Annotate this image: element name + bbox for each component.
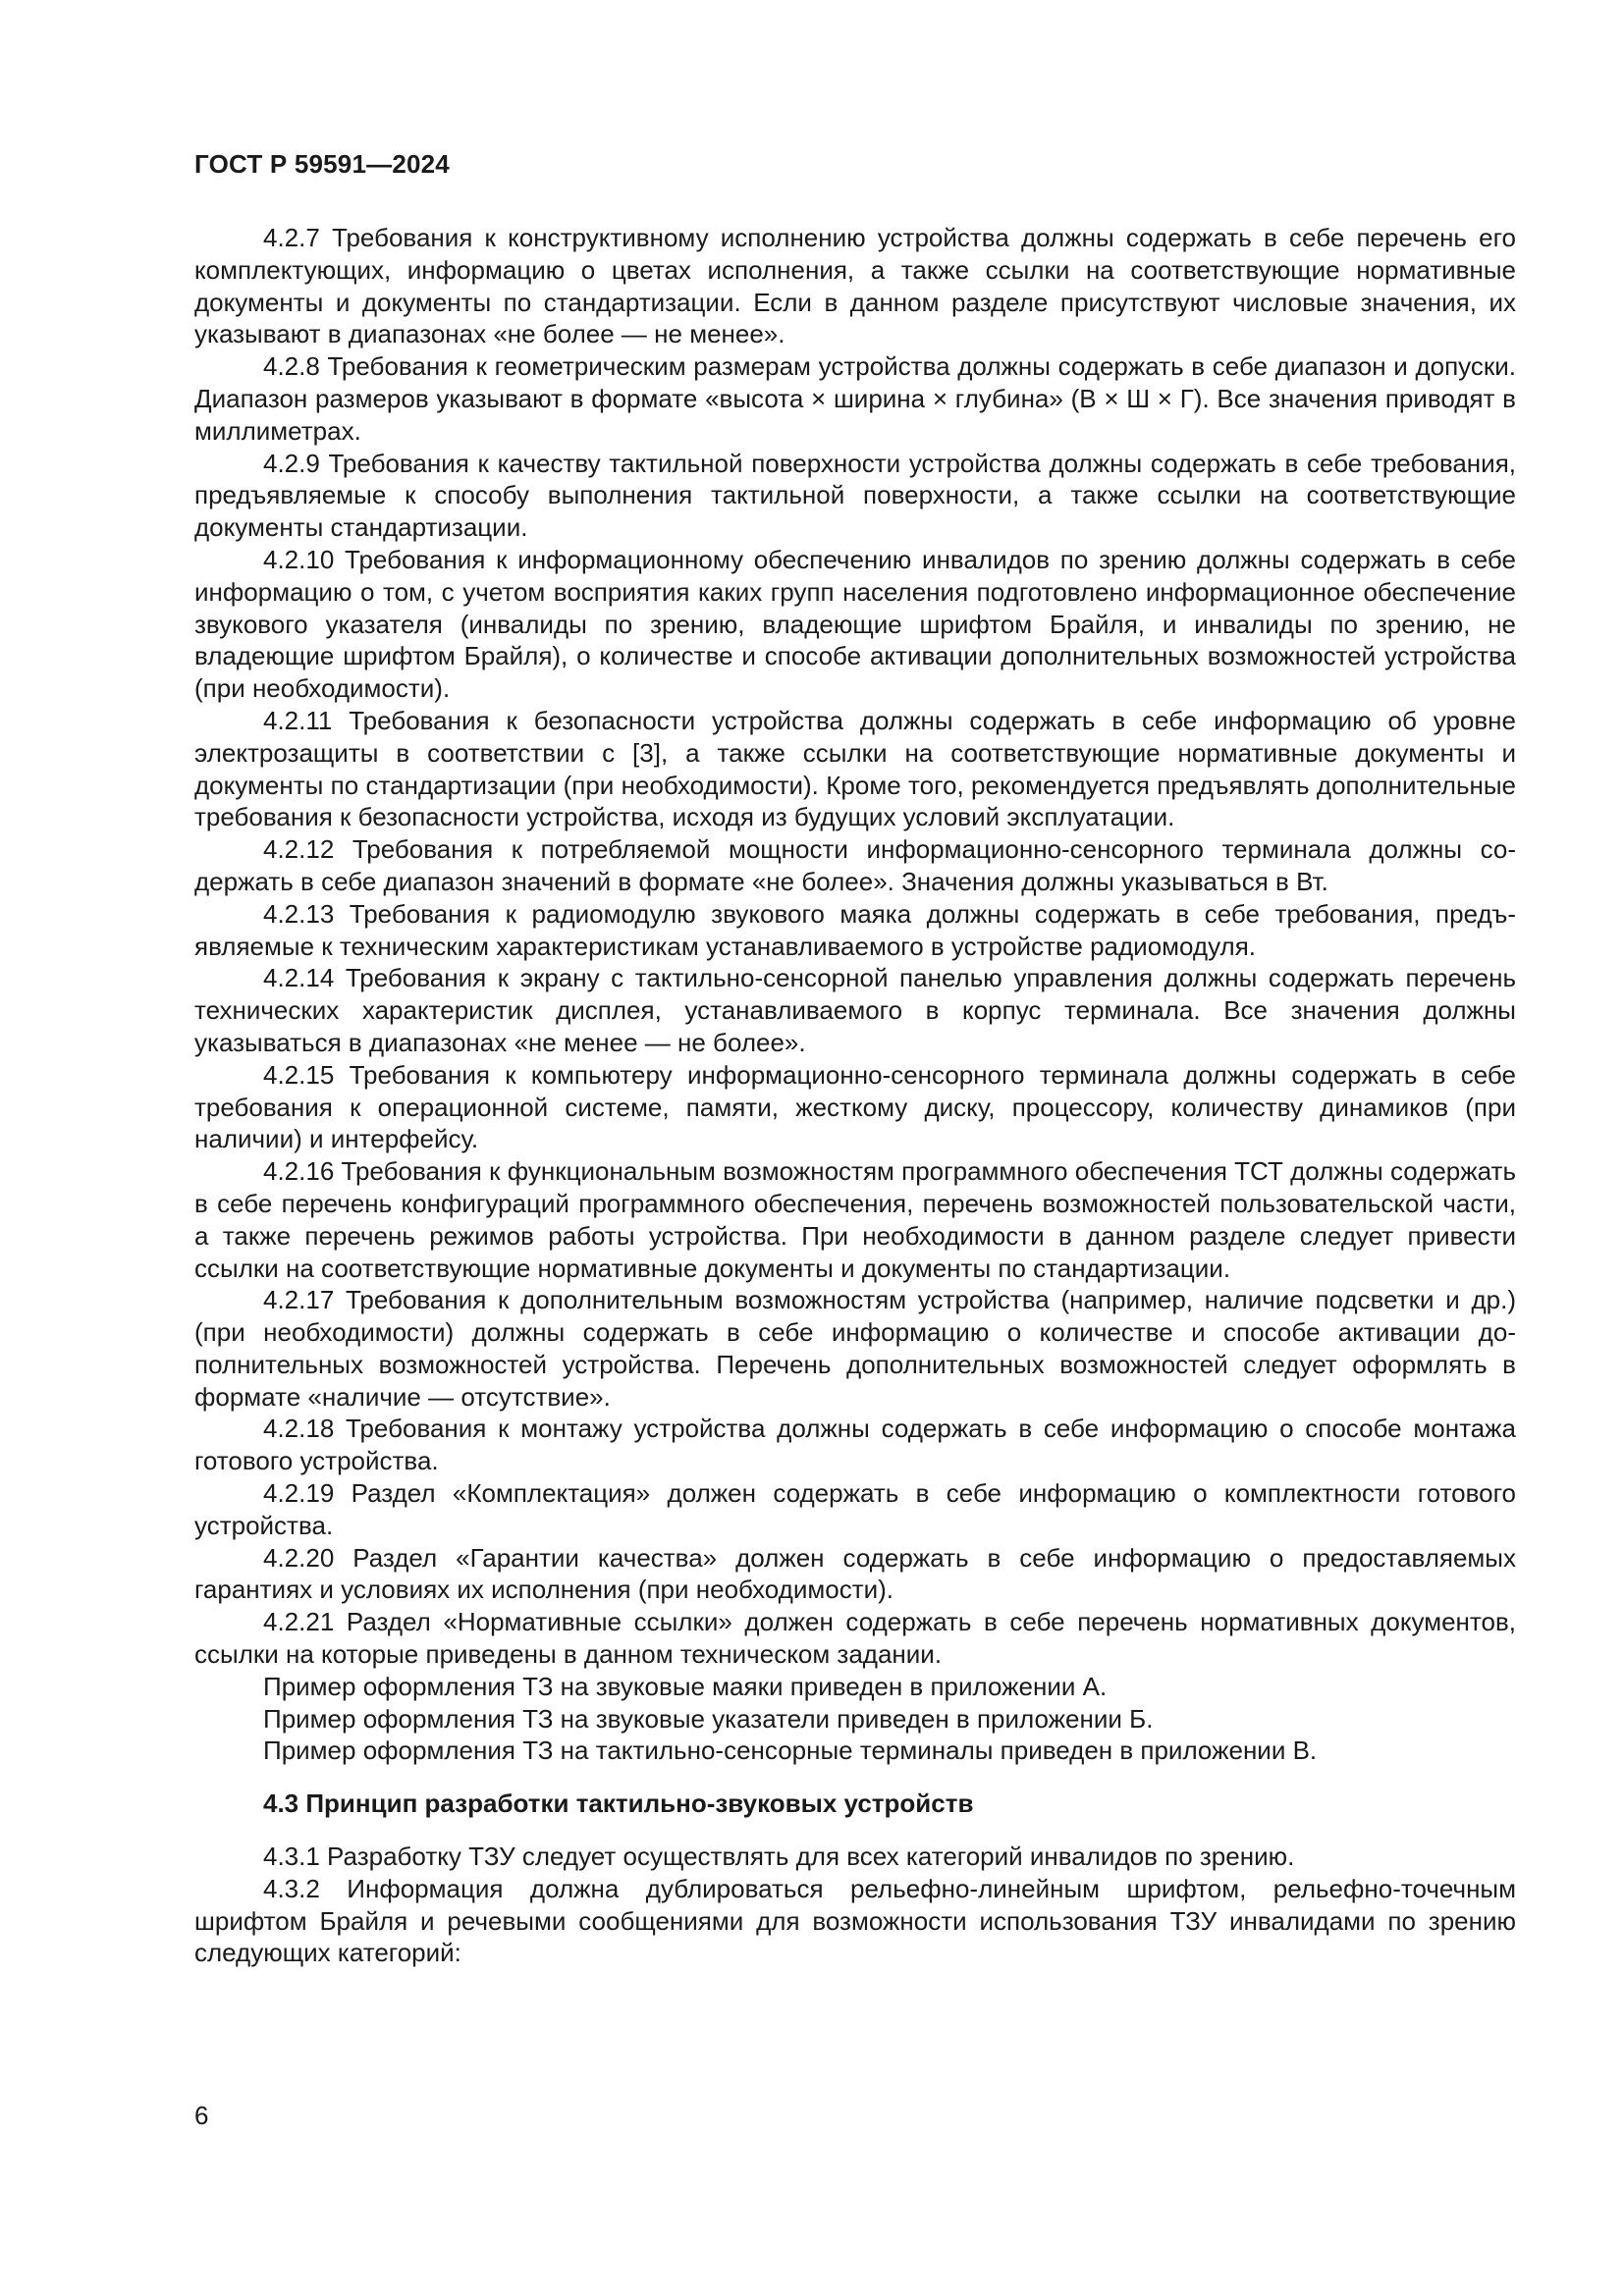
- clause-4-2-14: 4.2.14 Требования к экрану с тактильно-сенсорной панелью управления должны содержать перечень технических характеристик дисплея, устанавливаемого в корпус терминала. Все значения должны указываться в диапазонах «не менее — не более».: [194, 963, 1516, 1057]
- clause-4-3-2: 4.3.2 Информация должна дублироваться рельефно-линейным шрифтом, рельефно-точечным шрифтом Брайля и речевыми сообщениями для возможности использования ТЗУ инвалидами по зрению следующих категорий:: [194, 1873, 1516, 1968]
- clause-4-2-15: 4.2.15 Требования к компьютеру информационно-сенсорного терминала должны содержать в себе требования к операционной системе, памяти, жесткому диску, процессору, количеству динамиков (при наличии) и интерфейсу.: [194, 1059, 1516, 1154]
- example-appendix-a: Пример оформления ТЗ на звуковые маяки приведен в приложении А.: [263, 1671, 1108, 1701]
- clause-4-2-9: 4.2.9 Требования к качеству тактильной поверхности устройства должны содержать в себе требования, предъявляемые к способу выполнения тактильной поверхности, а также ссылки на соответствующие документы стандартизации.: [194, 448, 1516, 543]
- clause-4-2-12: 4.2.12 Требования к потребляемой мощности информационно-сенсорного терминала должны содержать в себе диапазон значений в формате «не более». Значения должны указываться в Вт.: [194, 834, 1516, 896]
- clause-4-3-1: 4.3.1 Разработку ТЗУ следует осуществлять для всех категорий инвалидов по зрению.: [263, 1842, 1295, 1872]
- clause-4-2-11: 4.2.11 Требования к безопасности устройства должны содержать в себе информацию об уровне электрозащиты в соответствии с [3], а также ссылки на соответствующие нормативные документы и документы по стандартизации (при необходимости). Кроме того, рекомендуется предъявлять дополнительные требования к безопасности устройства, исходя из будущих условий эксплуатации.: [194, 705, 1516, 832]
- page-number: 6: [194, 2101, 209, 2130]
- clause-4-2-7: 4.2.7 Требования к конструктивному исполнению устройства должны содержать в себе перечень его комплектующих, информацию о цветах исполнения, а также ссылки на соответствующие нормативные документы и документы по стандартизации. Если в данном разделе присутствуют числовые значения, их указывают в диапазонах «не более — не менее».: [194, 223, 1516, 349]
- example-appendix-v: Пример оформления ТЗ на тактильно-сенсорные терминалы приведен в приложении В.: [263, 1735, 1318, 1766]
- clause-4-2-13: 4.2.13 Требования к радиомодулю звукового маяка должны содержать в себе требования, предъявляемые к техническим характеристикам устанавливаемого в устройстве радиомодуля.: [194, 898, 1516, 961]
- document-header: ГОСТ Р 59591—2024: [194, 149, 450, 179]
- clause-4-2-16: 4.2.16 Требования к функциональным возможностям программного обеспечения ТСТ должны содержать в себе перечень конфигураций программного обеспечения, перечень возможностей пользовательской части, а также перечень режимов работы устройства. При необходимости в данном разделе следует привести ссылки на соответствующие нормативные документы и документы по стандартизации.: [194, 1156, 1516, 1283]
- clause-4-2-19: 4.2.19 Раздел «Комплектация» должен содержать в себе информацию о комплектности готового устройства.: [194, 1478, 1516, 1540]
- section-heading-4-3: 4.3 Принцип разработки тактильно-звуковых устройств: [263, 1789, 974, 1819]
- clause-4-2-20: 4.2.20 Раздел «Гарантии качества» должен содержать в себе информацию о предоставляемых гарантиях и условиях их исполнения (при необходимости).: [194, 1542, 1516, 1605]
- clause-4-2-21: 4.2.21 Раздел «Нормативные ссылки» должен содержать в себе перечень нормативных документов, ссылки на которые приведены в данном техническом задании.: [194, 1607, 1516, 1670]
- example-appendix-b: Пример оформления ТЗ на звуковые указатели приведен в приложении Б.: [263, 1703, 1154, 1734]
- clause-4-2-10: 4.2.10 Требования к информационному обеспечению инвалидов по зрению должны содержать в себе информацию о том, с учетом восприятия каких групп населения подготовлено информационное обеспечение звукового указателя (инвалиды по зрению, владеющие шрифтом Брайля, и инвалиды по зрению, не владеющие шрифтом Брайля), о количестве и способе активации дополнительных возможностей устройства (при необходимости).: [194, 544, 1516, 704]
- clause-4-2-18: 4.2.18 Требования к монтажу устройства должны содержать в себе информацию о способе монтажа готового устройства.: [194, 1414, 1516, 1476]
- clause-4-2-17: 4.2.17 Требования к дополнительным возможностям устройства (например, наличие подсветки и др.) (при необходимости) должны содержать в себе информацию о количестве и способе активации дополнительных возможностей устройства. Перечень дополнительных возможностей следует оформлять в формате «наличие — отсутствие».: [194, 1285, 1516, 1412]
- document-body: [194, 222, 1516, 1969]
- clause-4-2-8: 4.2.8 Требования к геометрическим размерам устройства должны содержать в себе диапазон и допуски. Диапазон размеров указывают в формате «высота × ширина × глубина» (В × Ш × Г). Все значения приводят в миллиметрах.: [194, 351, 1516, 446]
